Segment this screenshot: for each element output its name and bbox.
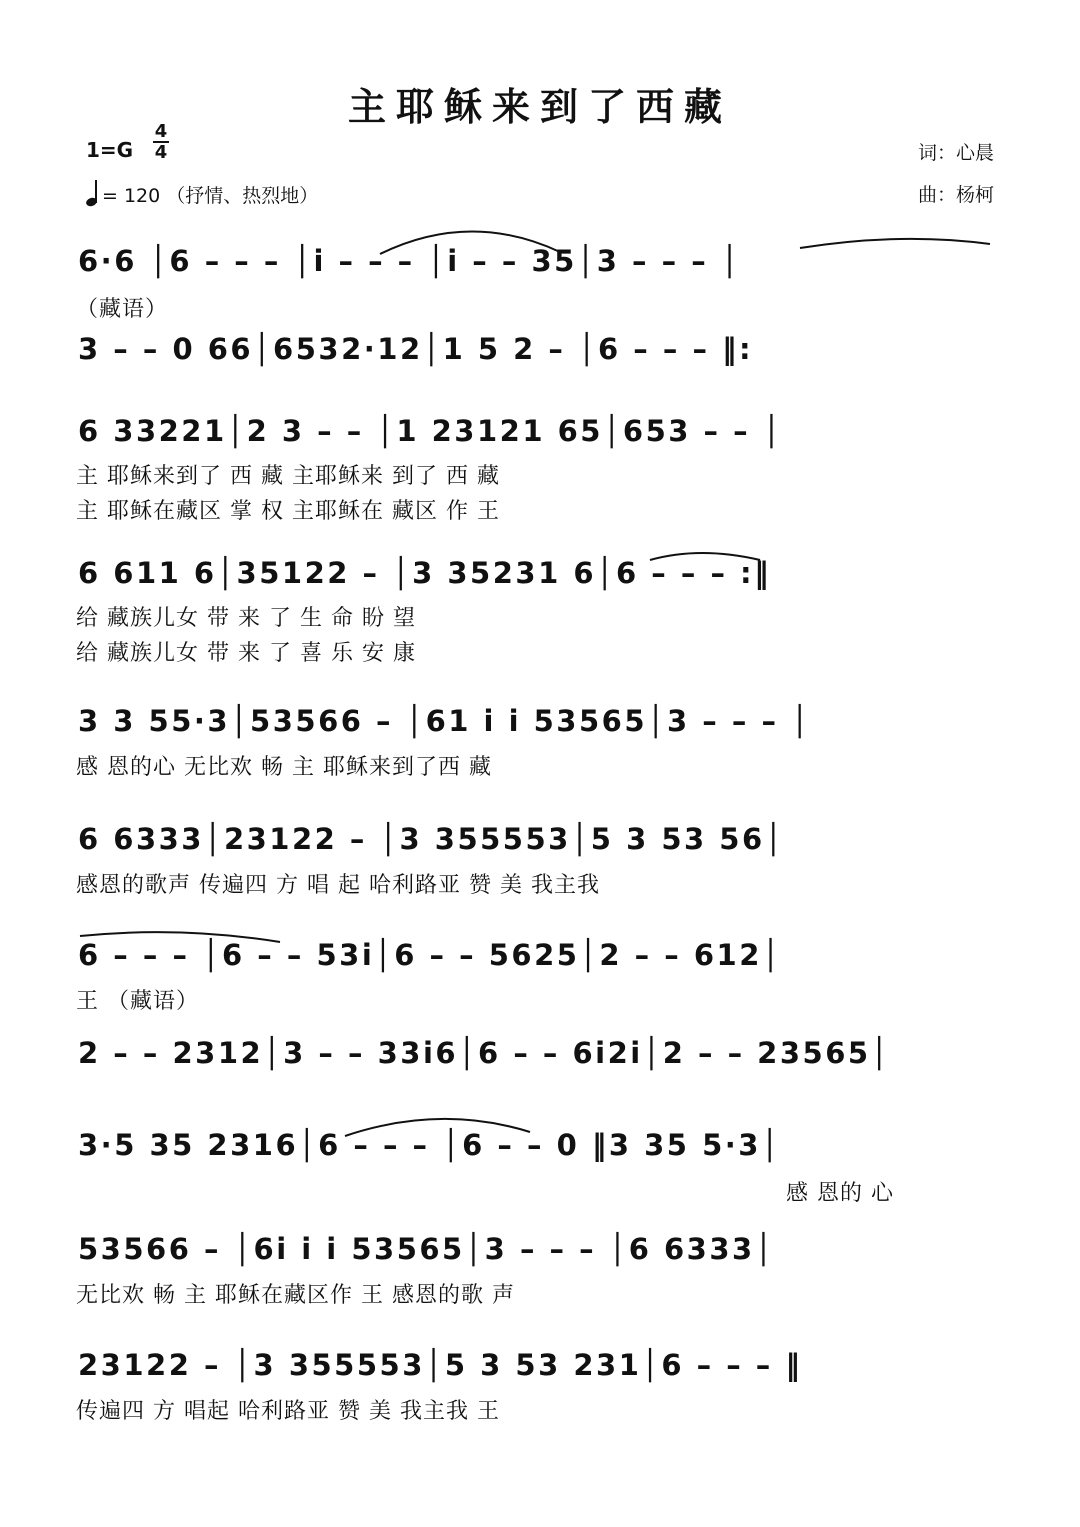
score-system [0, 414, 1080, 524]
notation-line: 23122 – │3 355553│5 3 53 231│6 – – – ‖ [78, 1348, 803, 1382]
notation-line: 6 – – – │6 – – 53i│6 – – 5625│2 – – 612│ [78, 938, 782, 972]
score-system [0, 704, 1080, 784]
time-signature-top: 4 [154, 121, 168, 142]
lyric-line: 传遍四 方 唱起 哈利路亚 赞 美 我主我 王 [76, 1399, 500, 1424]
score-system [0, 1128, 1080, 1208]
phrase-slur [0, 244, 1080, 324]
notation-line: 6 6333│23122 – │3 355553│5 3 53 56│ [78, 822, 785, 856]
score-system [0, 556, 1080, 666]
time-signature [152, 122, 170, 162]
phrase-slur [0, 1128, 1080, 1168]
notation-line: 53566 – │6i i i 53565│3 – – – │6 6333│ [78, 1232, 775, 1266]
phrase-slur [0, 938, 1080, 978]
notation-line: 2 – – 2312│3 – – 33i6│6 – – 6i2i│2 – – 23565│ [78, 1036, 891, 1070]
score-system [0, 1036, 1080, 1096]
score-system [0, 244, 1080, 324]
lyric-line: 感 恩的心 无比欢 畅 主 耶稣来到了西 藏 [76, 755, 492, 780]
quarter-note-icon [86, 180, 98, 206]
score-system [0, 1348, 1080, 1428]
lyric-line: 给 藏族儿女 带 来 了 喜 乐 安 康 [76, 641, 416, 666]
notation-line: 6 611 6│35122 – │3 35231 6│6 – – – :‖ [78, 556, 772, 590]
lyric-line: 王 （藏语） [76, 989, 199, 1014]
notation-line: 3 3 55·3│53566 – │61 i i 53565│3 – – – │ [78, 704, 812, 738]
lyric-line: 感恩的歌声 传遍四 方 唱 起 哈利路亚 赞 美 我主我 [76, 873, 600, 898]
phrase-slur [0, 556, 1080, 596]
key-signature: 1=G [86, 138, 134, 162]
notation-line: 3 – – 0 66│6532·12│1 5 2 – │6 – – – ‖: [78, 332, 754, 366]
score-system [0, 822, 1080, 902]
composer-credit: 曲：杨柯 [917, 184, 994, 206]
lyric-line: （藏语） [76, 297, 169, 322]
notation-line: 6 33221│2 3 – – │1 23121 65│653 – – │ [78, 414, 783, 448]
notation-line: 6·6 │6 – – – │i – – – │i – – 35│3 – – – │ [78, 244, 741, 278]
time-signature-bottom: 4 [154, 142, 168, 163]
score-system [0, 1232, 1080, 1312]
tempo-text: = 120 （抒情、热烈地） [102, 185, 319, 207]
lyric-line: 无比欢 畅 主 耶稣在藏区作 王 感恩的歌 声 [76, 1283, 515, 1308]
song-title: 主耶稣来到了西藏 [347, 84, 732, 129]
lyricist-credit: 词：心晨 [917, 142, 994, 164]
lyric-line: 感 恩的 心 [786, 1181, 894, 1206]
score-system [0, 332, 1080, 392]
lyric-line: 主 耶稣在藏区 掌 权 主耶稣在 藏区 作 王 [76, 499, 500, 524]
lyric-line: 给 藏族儿女 带 来 了 生 命 盼 望 [76, 606, 416, 631]
tempo-marking [86, 180, 318, 208]
lyric-line: 主 耶稣来到了 西 藏 主耶稣来 到了 西 藏 [76, 464, 500, 489]
notation-line: 3·5 35 2316│6 – – – │6 – – 0 ‖3 35 5·3│ [78, 1128, 781, 1162]
score-system [0, 938, 1080, 1018]
